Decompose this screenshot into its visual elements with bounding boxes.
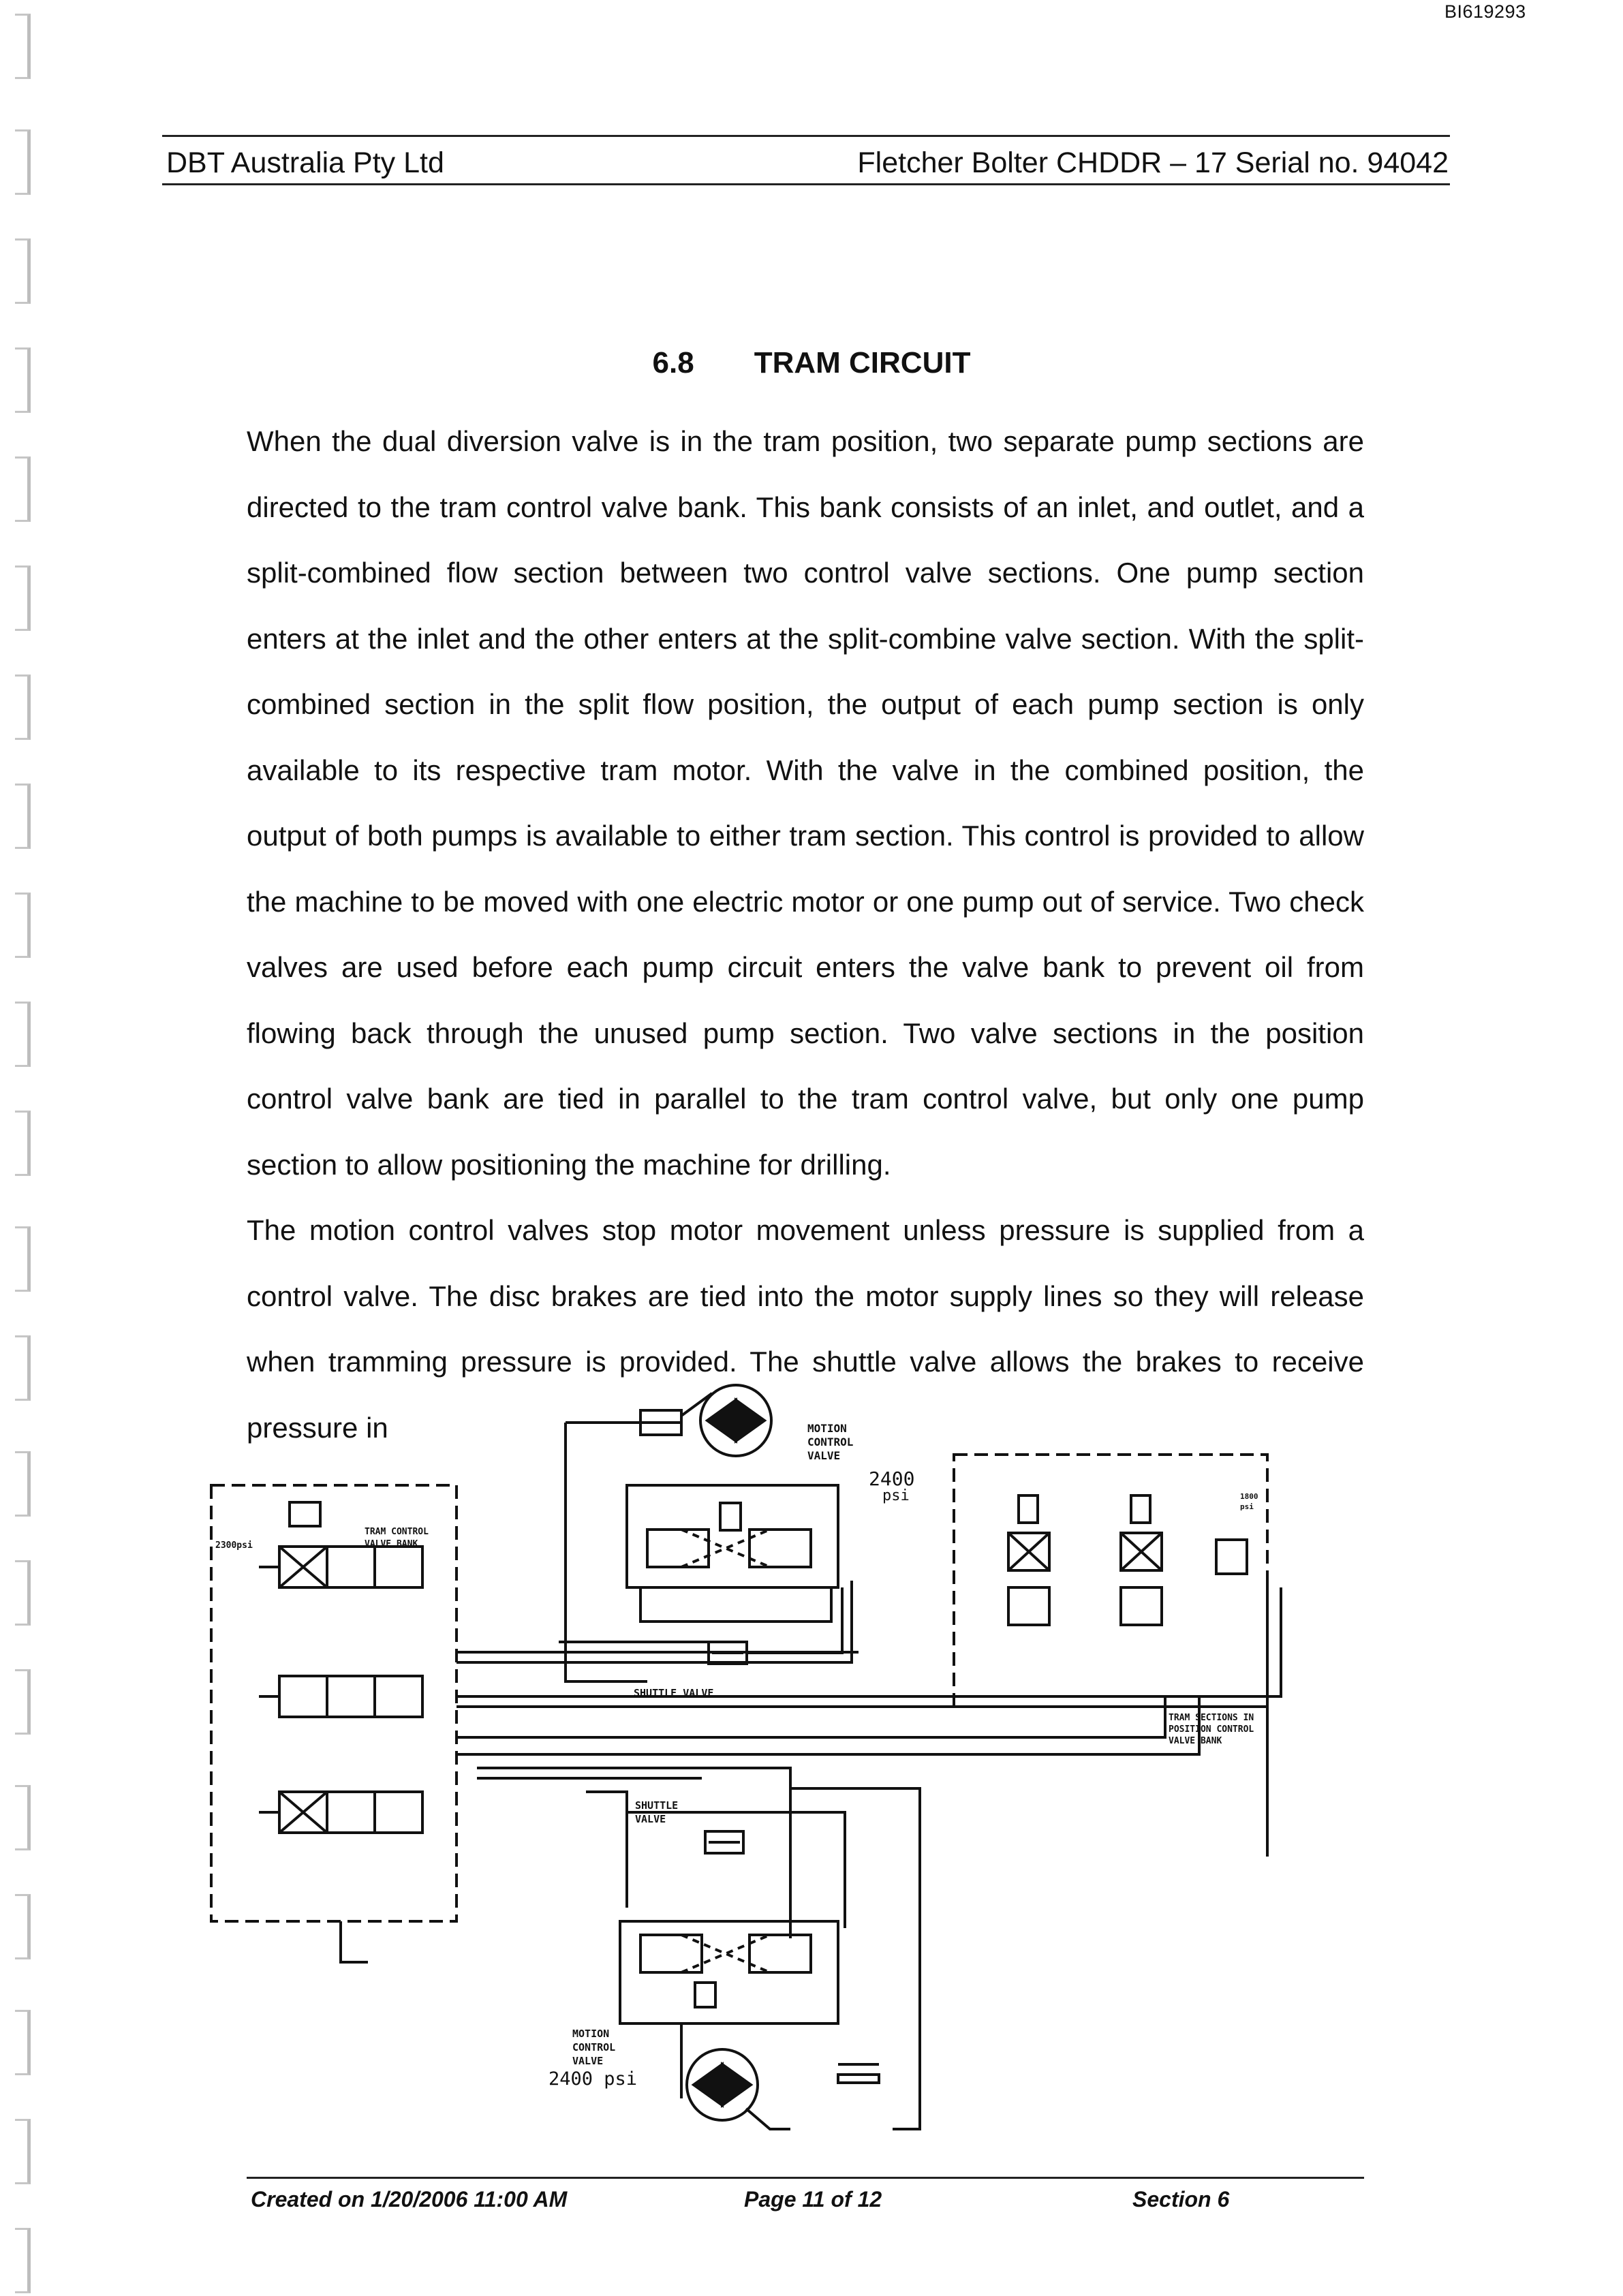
label-pressure-top: psi — [882, 1487, 910, 1504]
binding-mark — [15, 784, 31, 849]
label-shuttle-valve-bottom: SHUTTLE — [635, 1799, 679, 1812]
binding-mark — [15, 2228, 31, 2293]
binding-mark — [15, 2119, 31, 2184]
label-shuttle-valve-bottom: VALVE — [635, 1813, 666, 1825]
label-position-control-bank: VALVE BANK — [1169, 1736, 1222, 1746]
hydraulic-schematic — [204, 1383, 1335, 2139]
binding-mark — [15, 1894, 31, 1959]
footer-section: Section 6 — [1132, 2187, 1230, 2212]
bottom-tram-motor — [687, 2049, 879, 2129]
paragraph: The motion control valves stop motor movement unless pressure is supplied from a control valve. The disc brakes are tied into the motor supply lines so they will release when tramming pressure is provided. The shuttle valve allows the brakes to receive pressure in — [247, 1214, 1364, 1444]
footer-page-number: Page 11 of 12 — [744, 2187, 882, 2212]
binding-mark — [15, 14, 31, 79]
page-header — [162, 135, 1450, 185]
label-motion-control-bottom: CONTROL — [572, 2041, 616, 2053]
body-text — [247, 409, 1364, 1461]
hydraulic-lines — [457, 1423, 1281, 2129]
binding-mark — [15, 1226, 31, 1292]
section-title: TRAM CIRCUIT — [754, 346, 971, 379]
bottom-shuttle-valve — [627, 1812, 845, 1928]
tram-control-valve-bank — [211, 1485, 457, 1962]
page-footer — [247, 2177, 1364, 2215]
section-number: 6.8 — [652, 346, 694, 379]
binding-mark — [15, 129, 31, 195]
label-pressure-bottom: 2400 psi — [548, 2068, 638, 2090]
label-tram-control-bank: VALVE BANK — [365, 1539, 418, 1549]
label-relief-right: 1800 — [1240, 1492, 1258, 1501]
label-relief-right: psi — [1240, 1502, 1254, 1511]
company-name: DBT Australia Pty Ltd — [166, 146, 444, 179]
label-relief-left: 2300psi — [215, 1540, 253, 1551]
binding-mark — [15, 456, 31, 522]
binding-mark — [15, 1785, 31, 1850]
position-control-valve-bank — [954, 1455, 1267, 1857]
label-position-control-bank: TRAM SECTIONS IN — [1169, 1713, 1254, 1723]
top-tram-motor — [640, 1385, 771, 1456]
binding-mark — [15, 1669, 31, 1735]
binding-mark — [15, 1111, 31, 1176]
label-motion-control-bottom: VALVE — [572, 2055, 604, 2067]
document-id: BI619293 — [1444, 1, 1526, 22]
footer-created: Created on 1/20/2006 11:00 AM — [251, 2187, 568, 2212]
label-motion-control-bottom: MOTION — [572, 2028, 610, 2040]
label-motion-control-top: MOTION — [807, 1422, 847, 1435]
label-motion-control-top: VALVE — [807, 1449, 841, 1462]
binding-mark — [15, 1335, 31, 1401]
binding-margin — [0, 0, 41, 2296]
binding-mark — [15, 1560, 31, 1626]
top-motion-control-valve — [627, 1485, 838, 1622]
label-motion-control-top: CONTROL — [807, 1436, 854, 1448]
binding-mark — [15, 893, 31, 958]
binding-mark — [15, 565, 31, 631]
binding-mark — [15, 1451, 31, 1517]
section-heading — [0, 346, 1623, 380]
label-pressure-top: 2400 — [869, 1468, 915, 1490]
label-tram-control-bank: TRAM CONTROL — [365, 1527, 429, 1537]
binding-mark — [15, 674, 31, 740]
binding-mark — [15, 238, 31, 304]
paragraph: When the dual diversion valve is in the tram position, two separate pump sections are directed to the tram control valve bank. This bank consists of an inlet, and outlet, and a split-combined flow section between two control valve sections. One pump section enters at the inlet and the other enters at the split-combine valve section. With the split-combined section in the split flow position, the output of each pump section is only available to its respective tram motor. With the valve in the combined position, the output of both pumps is available to either tram section. This control is provided to allow the machine to be moved with one electric motor or one pump out of service. Two check valves are used before each pump circuit enters the valve bank to prevent oil from flowing back through the unused pump section. Two valve sections in the position control valve bank are tied in parallel to the tram control valve, but only one pump section to allow positioning the machine for drilling. — [247, 425, 1364, 1181]
binding-mark — [15, 2010, 31, 2075]
label-shuttle-valve-top: SHUTTLE VALVE — [634, 1687, 714, 1699]
label-position-control-bank: POSITION CONTROL — [1169, 1724, 1254, 1735]
machine-title: Fletcher Bolter CHDDR – 17 Serial no. 94042 — [857, 146, 1449, 179]
binding-mark — [15, 1002, 31, 1067]
